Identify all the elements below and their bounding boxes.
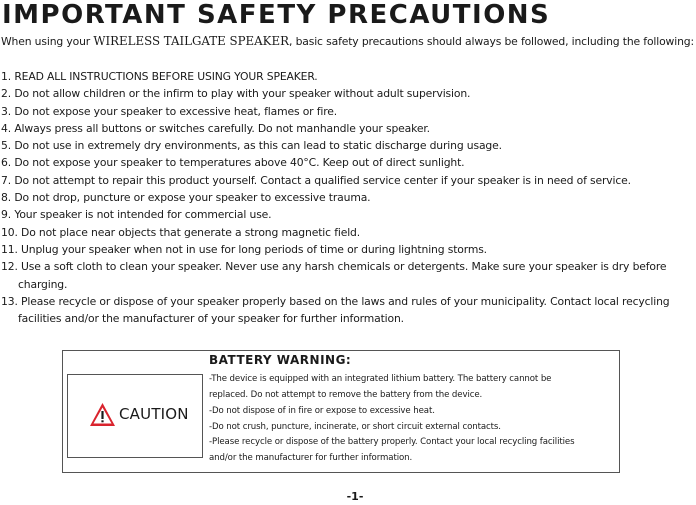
item-text: Do not expose your speaker to temperatures above 40°C. Keep out of direct sunlight. (14, 156, 465, 170)
page-title: IMPORTANT SAFETY PRECAUTIONS (2, 0, 551, 30)
item-text: Unplug your speaker when not in use for long periods of time or during lightning storms. (21, 242, 487, 256)
warning-triangle-icon (89, 402, 116, 427)
item-text: Do not drop, puncture or expose your speaker to excessive trauma. (14, 191, 371, 205)
caution-box (67, 374, 203, 458)
item-text: READ ALL INSTRUCTIONS BEFORE USING YOUR SPEAKER. (14, 70, 318, 83)
item-text: Do not attempt to repair this product yourself. Contact a qualified service center if your speaker is in need of service. (14, 173, 631, 187)
battery-warning-box (62, 350, 620, 473)
list-item (1, 206, 696, 223)
battery-warning-title: BATTERY WARNING: (209, 353, 352, 367)
item-text: Do not place near objects that generate a strong magnetic field. (21, 225, 361, 239)
battery-warning-text (209, 372, 613, 466)
item-number: 10. (1, 225, 18, 239)
item-text: Do not expose your speaker to excessive heat, flames or fire. (14, 104, 338, 118)
item-number: 9. (1, 208, 12, 222)
list-item (1, 224, 696, 241)
item-text: Always press all buttons or switches carefully. Do not manhandle your speaker. (14, 121, 430, 135)
item-number: 7. (1, 173, 12, 187)
list-item (1, 293, 696, 328)
list-item (1, 103, 696, 120)
item-number: 2. (1, 87, 12, 101)
list-item (1, 68, 696, 85)
item-continuation: charging. (18, 277, 68, 291)
item-text: Your speaker is not intended for commercial use. (14, 208, 272, 222)
intro-after: , basic safety precautions should always be followed, including the following: (289, 35, 694, 48)
item-number: 6. (1, 156, 12, 170)
caution-label: CAUTION (119, 405, 189, 423)
list-item (1, 258, 696, 293)
item-text: Use a soft cloth to clean your speaker. Never use any harsh chemicals or detergents. Make sure your speaker is dry before (21, 260, 667, 274)
item-number: 12. (1, 260, 18, 274)
item-number: 8. (1, 191, 12, 205)
item-text: Do not allow children or the infirm to play with your speaker without adult supervision. (14, 87, 471, 101)
battery-line: -The device is equipped with an integrated lithium battery. The battery cannot be (209, 374, 552, 384)
list-item (1, 154, 696, 171)
item-number: 4. (1, 121, 12, 135)
battery-line: and/or the manufacturer for further information. (209, 452, 413, 463)
caution-badge (89, 399, 189, 429)
list-item (1, 172, 696, 189)
item-text: Do not use in extremely dry environments, as this can lead to static discharge during usage. (14, 139, 502, 153)
precautions-list (1, 68, 696, 327)
page-number: -1- (346, 490, 364, 503)
list-item (1, 85, 696, 102)
item-text: Please recycle or dispose of your speaker properly based on the laws and rules of your municipality. Contact local recycling (21, 294, 670, 308)
intro-text (1, 34, 696, 49)
battery-line: -Do not dispose of in fire or expose to excessive heat. (209, 406, 435, 416)
battery-line: -Please recycle or dispose of the battery properly. Contact your local recycling facilities (209, 437, 575, 447)
list-item (1, 137, 696, 154)
item-number: 13. (1, 294, 18, 308)
battery-line: -Do not crush, puncture, incinerate, or short circuit external contacts. (209, 421, 501, 432)
intro-before: When using your (1, 35, 94, 48)
item-continuation: facilities and/or the manufacturer of your speaker for further information. (18, 312, 404, 326)
list-item (1, 120, 696, 137)
list-item (1, 189, 696, 206)
item-number: 5. (1, 139, 12, 153)
item-number: 11. (1, 242, 18, 256)
battery-line: replaced. Do not attempt to remove the battery from the device. (209, 389, 483, 400)
list-item (1, 241, 696, 258)
product-name: WIRELESS TAILGATE SPEAKER (93, 34, 289, 48)
item-number: 1. (1, 70, 12, 83)
item-number: 3. (1, 104, 12, 118)
